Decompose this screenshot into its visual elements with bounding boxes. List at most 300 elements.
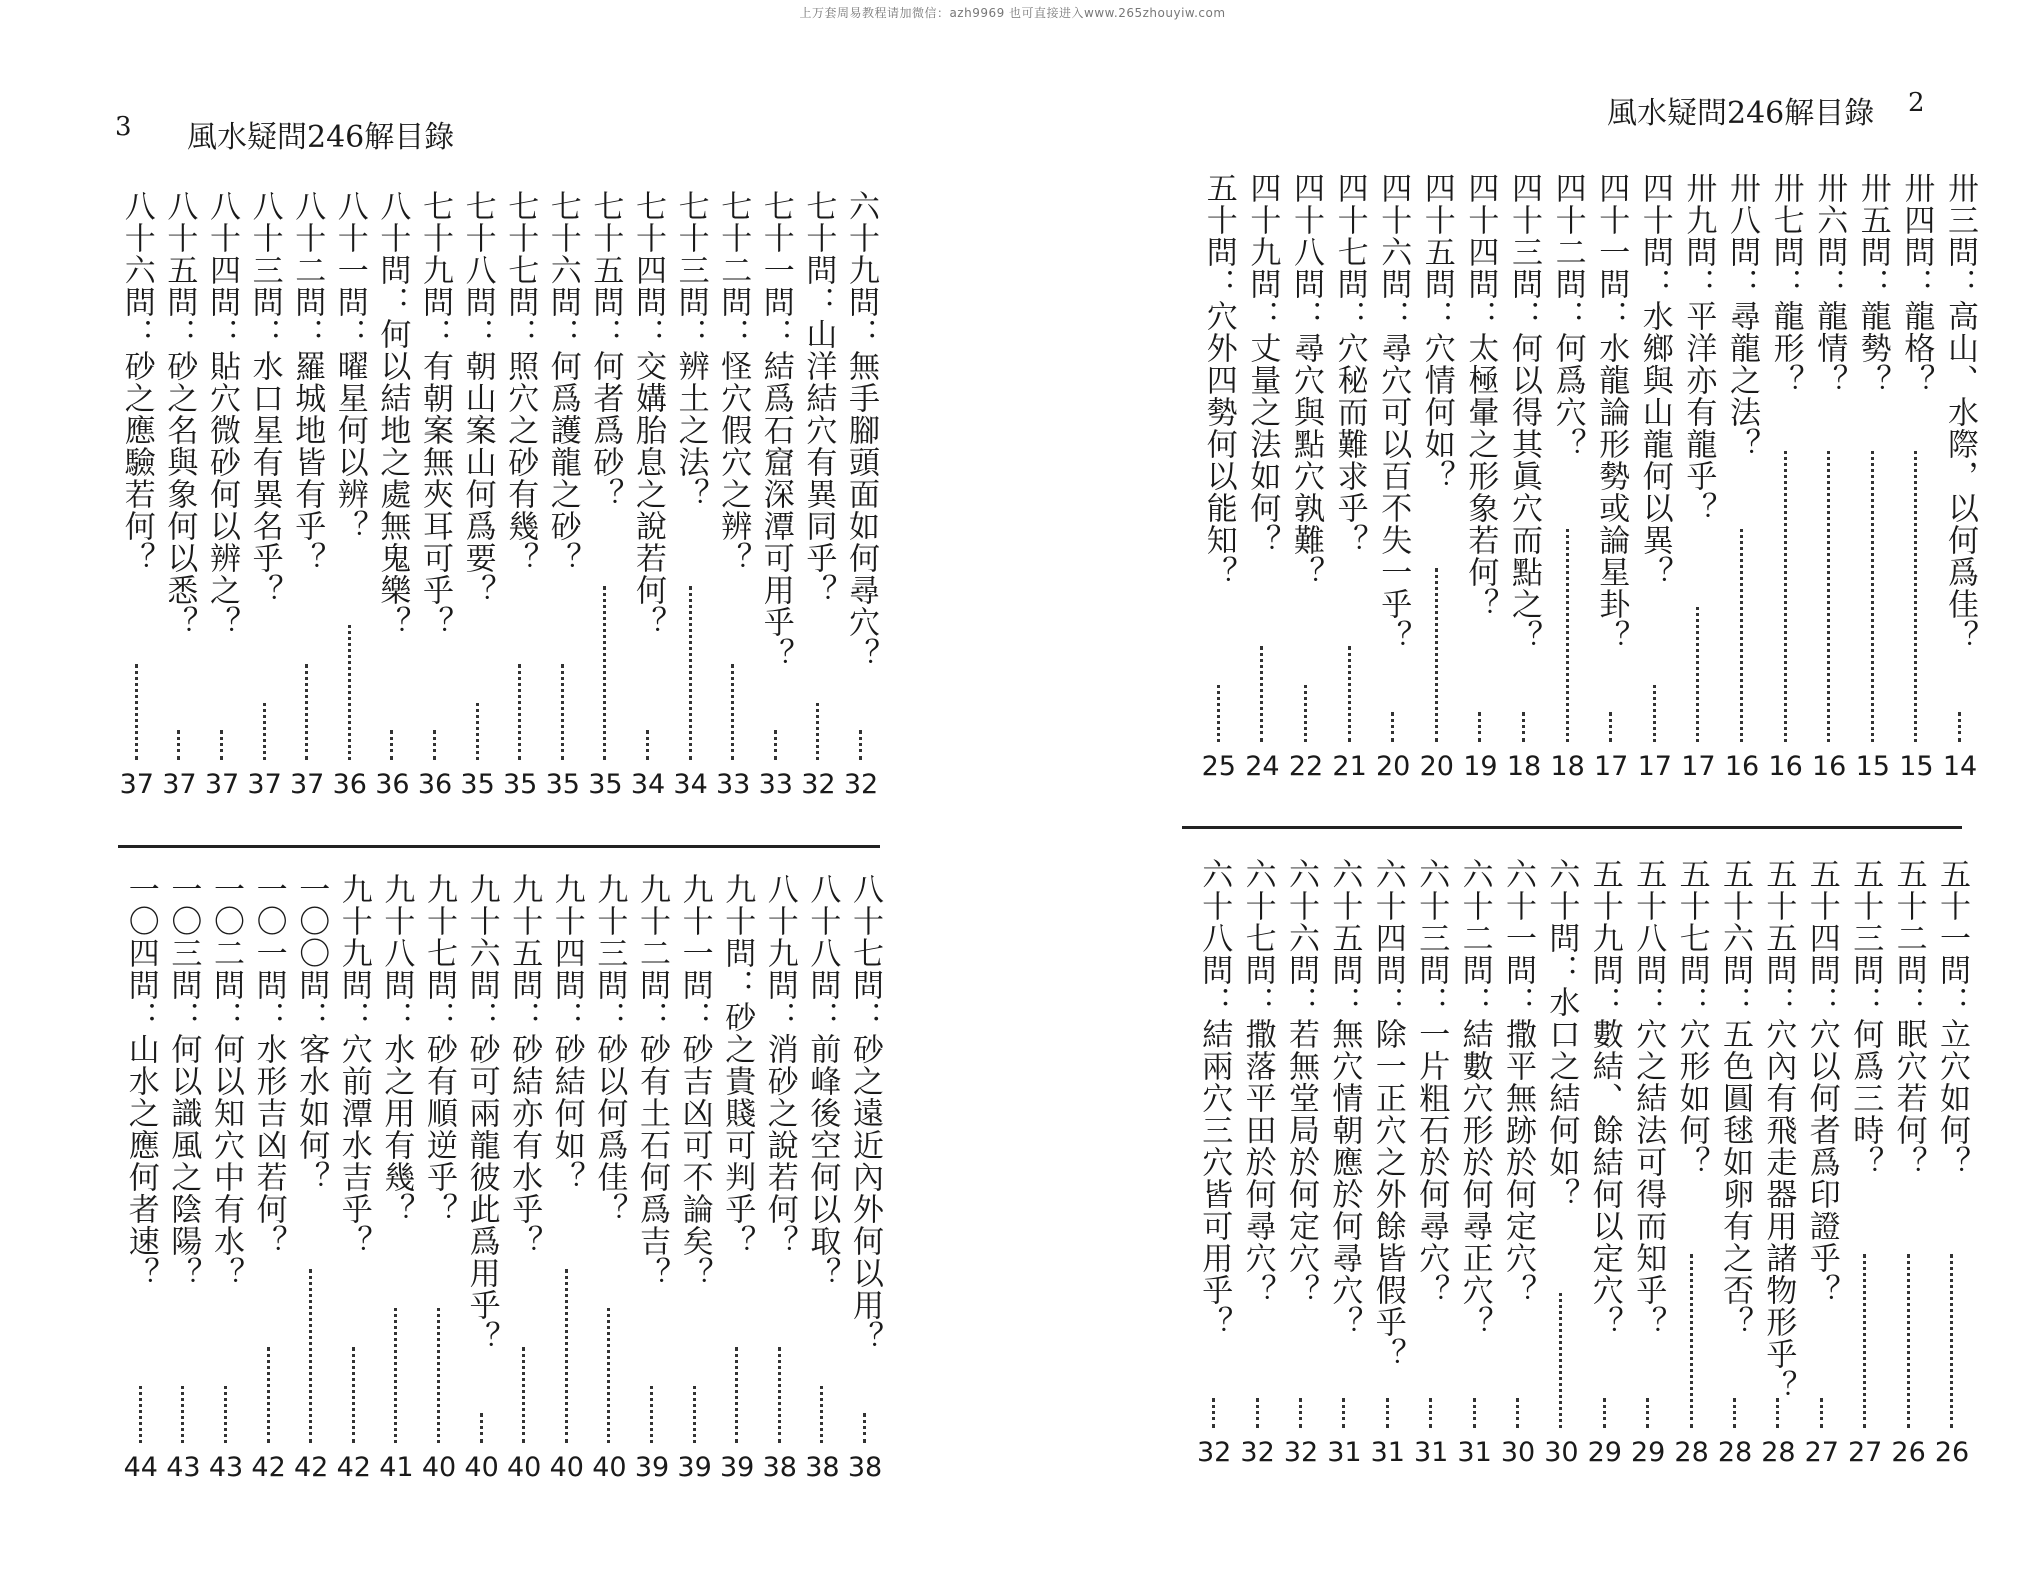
- toc-entry: [1723, 172, 1761, 782]
- toc-entry: [590, 873, 628, 1483]
- toc-page-number: 24: [1245, 751, 1280, 782]
- right-page-header: [1012, 88, 2025, 131]
- toc-question: 四十四問：太極暈之形象若何？: [1462, 172, 1499, 620]
- toc-page-number: 27: [1848, 1437, 1883, 1468]
- toc-entry: [1325, 858, 1363, 1468]
- toc-dot-leader: [863, 1413, 866, 1443]
- toc-question: 一〇三問：何以識風之陰陽？: [165, 873, 202, 1289]
- toc-question: 五十八問：穴之結法可得而知乎？: [1630, 858, 1667, 1338]
- left-page: [0, 0, 1012, 1586]
- toc-entry: [1499, 858, 1537, 1468]
- toc-entry: [1890, 858, 1928, 1468]
- toc-question: 六十問：水口之結何如？: [1543, 858, 1580, 1210]
- toc-page-number: 31: [1327, 1437, 1362, 1468]
- toc-dot-leader: [1256, 1398, 1259, 1428]
- toc-page-number: 37: [119, 769, 154, 800]
- toc-entry: [203, 190, 241, 800]
- toc-entry: [1759, 858, 1797, 1468]
- toc-entry: [207, 873, 245, 1483]
- toc-question: 七十八問：朝山案山何爲要？: [459, 190, 496, 606]
- page-title: 風水疑問246解目錄: [187, 120, 455, 155]
- toc-question: 八十八問：前峰後空何以取？: [804, 873, 841, 1289]
- toc-question: 五十七問：穴形如何？: [1673, 858, 1710, 1178]
- toc-question: 八十七問：砂之遠近內外何以用？: [847, 873, 883, 1353]
- toc-dot-leader: [1217, 685, 1220, 742]
- toc-dot-leader: [1646, 1398, 1649, 1428]
- toc-question: 五十一問：立穴如何？: [1934, 858, 1970, 1178]
- toc-dot-leader: [1522, 712, 1525, 742]
- toc-dot-leader: [1348, 646, 1351, 742]
- toc-question: 七十五問：何者爲砂？: [587, 190, 624, 510]
- page-title: 風水疑問246解目錄: [1607, 96, 1875, 131]
- toc-page-number: 35: [588, 769, 623, 800]
- toc-entry: [1374, 172, 1412, 782]
- toc-entry: [544, 190, 582, 800]
- toc-page-number: 21: [1332, 751, 1367, 782]
- toc-question: 八十六問：砂之應驗若何？: [118, 190, 155, 574]
- toc-entry: [250, 873, 288, 1483]
- toc-entry: [459, 190, 497, 800]
- toc-page-number: 38: [847, 1452, 883, 1483]
- toc-page-number: 16: [1812, 751, 1847, 782]
- toc-entry: [1200, 172, 1238, 782]
- toc-entry: [1412, 858, 1450, 1468]
- toc-page-number: 28: [1761, 1437, 1796, 1468]
- toc-entry: [463, 873, 501, 1483]
- toc-entry: [846, 873, 884, 1483]
- toc-question: 七十三問：辨土之法？: [672, 190, 709, 510]
- toc-question: 四十二問：何爲穴？: [1549, 172, 1586, 460]
- toc-dot-leader: [1871, 451, 1874, 742]
- toc-page-number: 31: [1370, 1437, 1405, 1468]
- toc-question: 卅七問：龍形？: [1767, 172, 1804, 396]
- toc-dot-leader: [1914, 451, 1917, 742]
- toc-dot-leader: [480, 1413, 483, 1443]
- toc-dot-leader: [1827, 451, 1830, 742]
- toc-page-number: 39: [720, 1452, 755, 1483]
- toc-entry: [1542, 858, 1580, 1468]
- toc-question: 八十五問：砂之名與象何以悉？: [161, 190, 198, 638]
- toc-question: 八十二問：羅城地皆有乎？: [289, 190, 326, 574]
- toc-dot-leader: [1740, 529, 1743, 742]
- toc-page-number: 36: [375, 769, 410, 800]
- toc-question: 卅九問：平洋亦有龍乎？: [1680, 172, 1717, 524]
- toc-question: 八十四問：貼穴微砂何以辨之？: [204, 190, 240, 638]
- toc-dot-leader: [267, 1347, 270, 1443]
- toc-question: 九十九問：穴前潭水吉乎？: [335, 873, 372, 1257]
- toc-dot-leader: [1473, 1398, 1476, 1428]
- toc-entry: [164, 873, 202, 1483]
- toc-page-number: 40: [507, 1452, 542, 1483]
- toc-page-number: 28: [1717, 1437, 1753, 1468]
- toc-page-number: 19: [1463, 751, 1498, 782]
- toc-question: 四十一問：水龍論形勢或論星卦？: [1593, 172, 1630, 652]
- toc-page-number: 26: [1934, 1437, 1970, 1468]
- toc-question: 九十七問：砂有順逆乎？: [421, 873, 457, 1225]
- toc-page-number: 35: [545, 769, 580, 800]
- toc-question: 八十一問：曜星何以辨？: [331, 190, 368, 542]
- toc-dot-leader: [390, 730, 393, 760]
- toc-dot-leader: [1435, 568, 1438, 742]
- right-page: [1012, 0, 2025, 1586]
- toc-dot-leader: [778, 1347, 781, 1443]
- toc-page-number: 33: [758, 769, 793, 800]
- toc-question: 七十一問：結爲石窟深潭可用乎？: [757, 190, 794, 670]
- toc-block-top: [1012, 172, 2024, 782]
- toc-page-number: 32: [843, 769, 879, 800]
- toc-entry: [1897, 172, 1935, 782]
- toc-page-number: 20: [1419, 751, 1454, 782]
- toc-page-number: 37: [290, 769, 325, 800]
- toc-entry: [714, 190, 752, 800]
- toc-dot-leader: [561, 664, 564, 760]
- toc-entry: [331, 190, 369, 800]
- toc-question: 四十問：水鄉與山龍何以異？: [1636, 172, 1673, 588]
- toc-entry: [416, 190, 454, 800]
- toc-question: 九十六問：砂可兩龍彼此爲用乎？: [463, 873, 500, 1353]
- toc-dot-leader: [735, 1347, 738, 1443]
- toc-dot-leader: [820, 1386, 823, 1443]
- toc-question: 一〇〇問：客水如何？: [293, 873, 330, 1193]
- toc-dot-leader: [650, 1386, 653, 1443]
- toc-dot-leader: [309, 1269, 312, 1443]
- toc-page-number: 37: [247, 769, 282, 800]
- toc-page-number: 16: [1724, 751, 1760, 782]
- toc-question: 七十四問：交媾胎息之說若何？: [630, 190, 666, 638]
- toc-question: 卅八問：尋龍之法？: [1724, 172, 1760, 460]
- toc-question: 九十問：砂之貴賤可判乎？: [719, 873, 756, 1257]
- toc-entry: [761, 873, 799, 1483]
- toc-question: 九十八問：水之用有幾？: [378, 873, 415, 1225]
- toc-entry: [1505, 172, 1543, 782]
- toc-page-number: 14: [1942, 751, 1978, 782]
- toc-question: 卅三問：高山、水際，以何爲佳？: [1942, 172, 1978, 652]
- toc-page-number: 31: [1414, 1437, 1449, 1468]
- toc-page-number: 35: [460, 769, 495, 800]
- toc-entry: [160, 190, 198, 800]
- toc-entry: [1941, 172, 1979, 782]
- toc-entry: [1282, 858, 1320, 1468]
- toc-dot-leader: [518, 664, 521, 760]
- toc-entry: [1673, 858, 1711, 1468]
- toc-dot-leader: [731, 664, 734, 760]
- toc-question: 五十問：穴外四勢何以能知？: [1200, 172, 1237, 588]
- toc-page-number: 15: [1899, 751, 1934, 782]
- toc-entry: [1933, 858, 1971, 1468]
- toc-entry: [799, 190, 837, 800]
- toc-dot-leader: [1907, 1254, 1910, 1428]
- toc-page-number: 42: [336, 1452, 371, 1483]
- toc-entry: [676, 873, 714, 1483]
- toc-question: 六十七問：撒落平田於何尋穴？: [1239, 858, 1276, 1306]
- toc-entry: [377, 873, 415, 1483]
- toc-dot-leader: [1609, 712, 1612, 742]
- toc-question: 八十九問：消砂之說若何？: [761, 873, 798, 1257]
- toc-entry: [1195, 858, 1233, 1468]
- toc-entry: [1679, 172, 1717, 782]
- toc-dot-leader: [1429, 1398, 1432, 1428]
- toc-entry: [288, 190, 326, 800]
- toc-dot-leader: [220, 730, 223, 760]
- toc-page-number: 36: [417, 769, 453, 800]
- toc-question: 六十一問：撒平無跡於何定穴？: [1500, 858, 1536, 1306]
- toc-question: 七十二問：怪穴假穴之辨？: [715, 190, 752, 574]
- toc-page-number: 25: [1201, 751, 1236, 782]
- toc-page-number: 34: [673, 769, 708, 800]
- toc-dot-leader: [1950, 1254, 1953, 1428]
- toc-entry: [1586, 858, 1624, 1468]
- toc-dot-leader: [1478, 712, 1481, 742]
- toc-page-number: 37: [162, 769, 197, 800]
- toc-dot-leader: [689, 586, 692, 760]
- toc-dot-leader: [859, 730, 862, 760]
- toc-entry: [1854, 172, 1892, 782]
- toc-dot-leader: [1733, 1398, 1736, 1428]
- toc-dot-leader: [1304, 685, 1307, 742]
- toc-page-number: 22: [1288, 751, 1324, 782]
- toc-entry: [1243, 172, 1281, 782]
- toc-question: 五十二問：眠穴若何？: [1890, 858, 1927, 1178]
- toc-dot-leader: [348, 625, 351, 760]
- toc-question: 五十三問：何爲三時？: [1847, 858, 1884, 1178]
- toc-page-number: 37: [204, 769, 240, 800]
- toc-entry: [246, 190, 284, 800]
- toc-page-number: 32: [801, 769, 836, 800]
- toc-question: 卅五問：龍勢？: [1854, 172, 1891, 396]
- toc-dot-leader: [135, 664, 138, 760]
- toc-question: 四十六問：尋穴可以百不失一乎？: [1375, 172, 1412, 652]
- toc-question: 九十二問：砂有土石何爲吉？: [634, 873, 670, 1289]
- toc-dot-leader: [1299, 1398, 1302, 1428]
- toc-question: 九十一問：砂吉凶可不論矣？: [676, 873, 713, 1289]
- toc-page-number: 40: [549, 1452, 584, 1483]
- toc-dot-leader: [181, 1386, 184, 1443]
- toc-page-number: 42: [251, 1452, 286, 1483]
- toc-entry: [1767, 172, 1805, 782]
- toc-entry: [548, 873, 586, 1483]
- toc-entry: [501, 190, 539, 800]
- toc-question: 六十六問：若無堂局於何定穴？: [1283, 858, 1319, 1306]
- toc-question: 卅六問：龍情？: [1811, 172, 1848, 396]
- toc-page-number: 40: [592, 1452, 627, 1483]
- toc-question: 卅四問：龍格？: [1898, 172, 1935, 396]
- toc-page-number: 26: [1891, 1437, 1926, 1468]
- toc-dot-leader: [433, 730, 436, 760]
- toc-dot-leader: [1212, 1398, 1215, 1428]
- toc-question: 九十五問：砂結亦有水乎？: [506, 873, 543, 1257]
- toc-dot-leader: [305, 664, 308, 760]
- toc-entry: [1810, 172, 1848, 782]
- divider-rule: [1182, 826, 1962, 829]
- toc-dot-leader: [522, 1347, 525, 1443]
- toc-dot-leader: [1386, 1398, 1389, 1428]
- toc-dot-leader: [603, 586, 606, 760]
- toc-question: 八十三問：水口星有異名乎？: [246, 190, 283, 606]
- toc-question: 六十三問：一片粗石於何尋穴？: [1413, 858, 1450, 1306]
- toc-block-bottom: [0, 873, 1012, 1483]
- toc-entry: [1636, 172, 1674, 782]
- toc-question: 四十七問：穴秘而難求乎？: [1331, 172, 1368, 556]
- toc-question: 八十問：何以結地之處無鬼樂？: [374, 190, 411, 638]
- toc-dot-leader: [476, 703, 479, 760]
- toc-page-number: 15: [1855, 751, 1890, 782]
- toc-dot-leader: [1696, 607, 1699, 742]
- toc-dot-leader: [224, 1386, 227, 1443]
- toc-entry: [1331, 172, 1369, 782]
- toc-entry: [842, 190, 880, 800]
- toc-question: 六十五問：無穴情朝應於何尋穴？: [1326, 858, 1363, 1338]
- toc-page-number: 18: [1550, 751, 1585, 782]
- toc-page-number: 39: [634, 1452, 670, 1483]
- toc-entry: [718, 873, 756, 1483]
- toc-dot-leader: [1958, 712, 1961, 742]
- toc-entry: [629, 190, 667, 800]
- toc-page-number: 31: [1457, 1437, 1492, 1468]
- toc-page-number: 39: [677, 1452, 712, 1483]
- toc-entry: [757, 190, 795, 800]
- toc-dot-leader: [1653, 685, 1656, 742]
- toc-dot-leader: [693, 1386, 696, 1443]
- toc-page-number: 35: [503, 769, 538, 800]
- toc-entry: [1287, 172, 1325, 782]
- toc-page-number: 20: [1376, 751, 1411, 782]
- toc-entry: [420, 873, 458, 1483]
- toc-dot-leader: [1784, 451, 1787, 742]
- toc-question: 七十九問：有朝案無夾耳可乎？: [417, 190, 453, 638]
- toc-question: 五十五問：穴內有飛走器用諸物形乎？: [1760, 858, 1797, 1402]
- toc-entry: [1239, 858, 1277, 1468]
- toc-question: 七十七問：照穴之砂有幾？: [502, 190, 539, 574]
- toc-page-number: 32: [1283, 1437, 1319, 1468]
- toc-question: 七十問：山洋結穴有異同乎？: [800, 190, 837, 606]
- toc-page-number: 43: [208, 1452, 244, 1483]
- page-number: 2: [1908, 88, 1925, 118]
- toc-page-number: 16: [1768, 751, 1803, 782]
- toc-dot-leader: [394, 1308, 397, 1443]
- toc-entry: [633, 873, 671, 1483]
- toc-question: 一〇一問：水形吉凶若何？: [250, 873, 287, 1257]
- toc-dot-leader: [1566, 529, 1569, 742]
- toc-question: 五十九問：數結、餘結何以定穴？: [1586, 858, 1623, 1338]
- toc-entry: [1716, 858, 1754, 1468]
- toc-page-number: 43: [166, 1452, 201, 1483]
- toc-dot-leader: [177, 730, 180, 760]
- toc-question: 五十六問：五色圓毬如卵有之否？: [1717, 858, 1753, 1338]
- toc-page-number: 42: [294, 1452, 329, 1483]
- toc-question: 九十四問：砂結何如？: [548, 873, 585, 1193]
- toc-page-number: 33: [716, 769, 751, 800]
- toc-entry: [118, 190, 156, 800]
- toc-dot-leader: [646, 730, 649, 760]
- toc-entry: [122, 873, 160, 1483]
- toc-entry: [1592, 172, 1630, 782]
- toc-dot-leader: [607, 1308, 610, 1443]
- toc-entry: [1456, 858, 1494, 1468]
- toc-dot-leader: [1559, 1293, 1562, 1428]
- toc-page-number: 36: [332, 769, 367, 800]
- toc-entry: [672, 190, 710, 800]
- toc-question: 六十八問：結兩穴三穴皆可用乎？: [1196, 858, 1233, 1338]
- toc-entry: [586, 190, 624, 800]
- toc-page-number: 17: [1637, 751, 1672, 782]
- toc-page-number: 44: [123, 1452, 158, 1483]
- toc-entry: [1629, 858, 1667, 1468]
- toc-question: 四十三問：何以得其眞穴而點之？: [1506, 172, 1542, 652]
- toc-question: 六十二問：結數穴形於何尋正穴？: [1456, 858, 1493, 1338]
- toc-page-number: 32: [1197, 1437, 1232, 1468]
- toc-entry: [803, 873, 841, 1483]
- toc-dot-leader: [1603, 1398, 1606, 1428]
- toc-page-number: 38: [762, 1452, 797, 1483]
- toc-dot-leader: [1820, 1398, 1823, 1428]
- toc-page-number: 38: [805, 1452, 840, 1483]
- toc-page-number: 40: [464, 1452, 499, 1483]
- toc-entry: [1803, 858, 1841, 1468]
- toc-dot-leader: [565, 1269, 568, 1443]
- toc-page-number: 18: [1506, 751, 1542, 782]
- toc-question: 五十四問：穴以何者爲印證乎？: [1803, 858, 1840, 1306]
- toc-dot-leader: [816, 703, 819, 760]
- toc-question: 四十九問：丈量之法如何？: [1244, 172, 1281, 556]
- toc-dot-leader: [1690, 1254, 1693, 1428]
- toc-dot-leader: [1516, 1398, 1519, 1428]
- watermark-text: 上万套周易教程请加微信：azh9969 也可直接进入www.265zhouyiw.com: [799, 6, 1226, 20]
- toc-dot-leader: [1863, 1254, 1866, 1428]
- toc-page-number: 40: [421, 1452, 457, 1483]
- toc-question: 六十九問：無手腳頭面如何尋穴？: [843, 190, 879, 670]
- toc-block-top: [0, 190, 1012, 800]
- toc-page-number: 29: [1587, 1437, 1622, 1468]
- toc-page-number: 41: [379, 1452, 414, 1483]
- toc-dot-leader: [1776, 1398, 1779, 1428]
- toc-page-number: 27: [1804, 1437, 1839, 1468]
- toc-page-number: 30: [1500, 1437, 1536, 1468]
- toc-block-bottom: [1012, 858, 2024, 1468]
- toc-question: 九十三問：砂以何爲佳？: [591, 873, 628, 1225]
- toc-dot-leader: [1260, 646, 1263, 742]
- toc-page-number: 34: [630, 769, 666, 800]
- toc-dot-leader: [352, 1347, 355, 1443]
- toc-question: 七十六問：何爲護龍之砂？: [544, 190, 581, 574]
- divider-rule: [118, 845, 880, 848]
- toc-entry: [373, 190, 411, 800]
- toc-entry: [1418, 172, 1456, 782]
- toc-page-number: 17: [1594, 751, 1629, 782]
- toc-entry: [1846, 858, 1884, 1468]
- toc-question: 一〇二問：何以知穴中有水？: [208, 873, 244, 1289]
- toc-page-number: 17: [1681, 751, 1716, 782]
- toc-dot-leader: [1391, 712, 1394, 742]
- toc-question: 四十五問：穴情何如？: [1418, 172, 1455, 492]
- toc-dot-leader: [263, 703, 266, 760]
- toc-page-number: 30: [1544, 1437, 1579, 1468]
- toc-page-number: 32: [1240, 1437, 1275, 1468]
- toc-page-number: 28: [1674, 1437, 1709, 1468]
- toc-entry: [1461, 172, 1499, 782]
- toc-entry: [1549, 172, 1587, 782]
- toc-dot-leader: [139, 1386, 142, 1443]
- toc-question: 四十八問：尋穴與點穴孰難？: [1288, 172, 1324, 588]
- toc-page-number: 29: [1631, 1437, 1666, 1468]
- toc-entry: [1369, 858, 1407, 1468]
- toc-question: 六十四問：除一正穴之外餘皆假乎？: [1369, 858, 1406, 1370]
- toc-entry: [292, 873, 330, 1483]
- toc-dot-leader: [437, 1308, 440, 1443]
- toc-dot-leader: [774, 730, 777, 760]
- toc-entry: [505, 873, 543, 1483]
- toc-entry: [335, 873, 373, 1483]
- toc-question: 一〇四問：山水之應何者速？: [122, 873, 159, 1289]
